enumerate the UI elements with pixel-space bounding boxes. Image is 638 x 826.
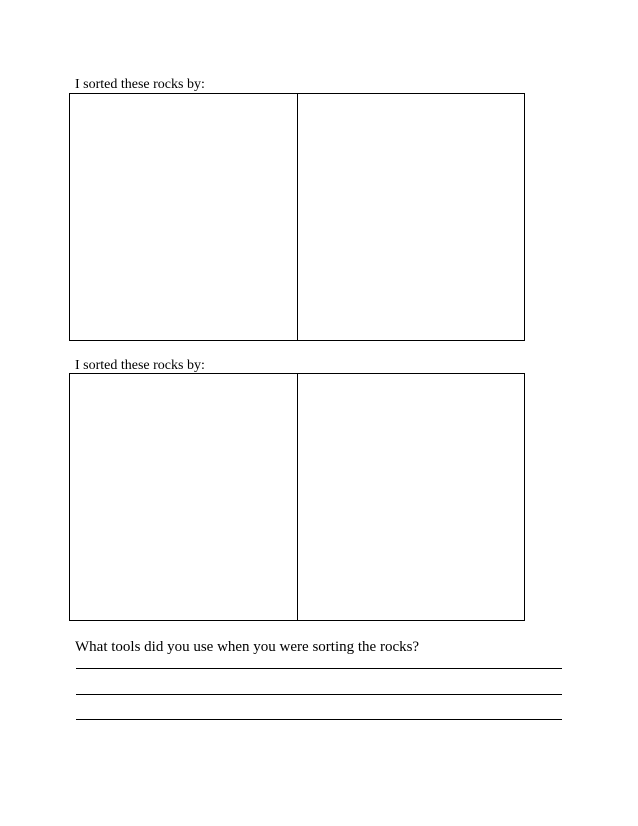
sorting-box-2-left (70, 374, 298, 620)
answer-line-1 (76, 668, 562, 669)
answer-line-3 (76, 719, 562, 720)
sorting-box-1 (69, 93, 525, 341)
answer-line-2 (76, 694, 562, 695)
sorting-box-2 (69, 373, 525, 621)
tools-question: What tools did you use when you were sorting the rocks? (75, 639, 420, 655)
sorting-box-2-right (298, 374, 524, 620)
sort-label-1: I sorted these rocks by: (75, 77, 205, 92)
sorting-box-1-left (70, 94, 298, 340)
sorting-box-1-right (298, 94, 524, 340)
sort-label-2: I sorted these rocks by: (75, 358, 205, 373)
